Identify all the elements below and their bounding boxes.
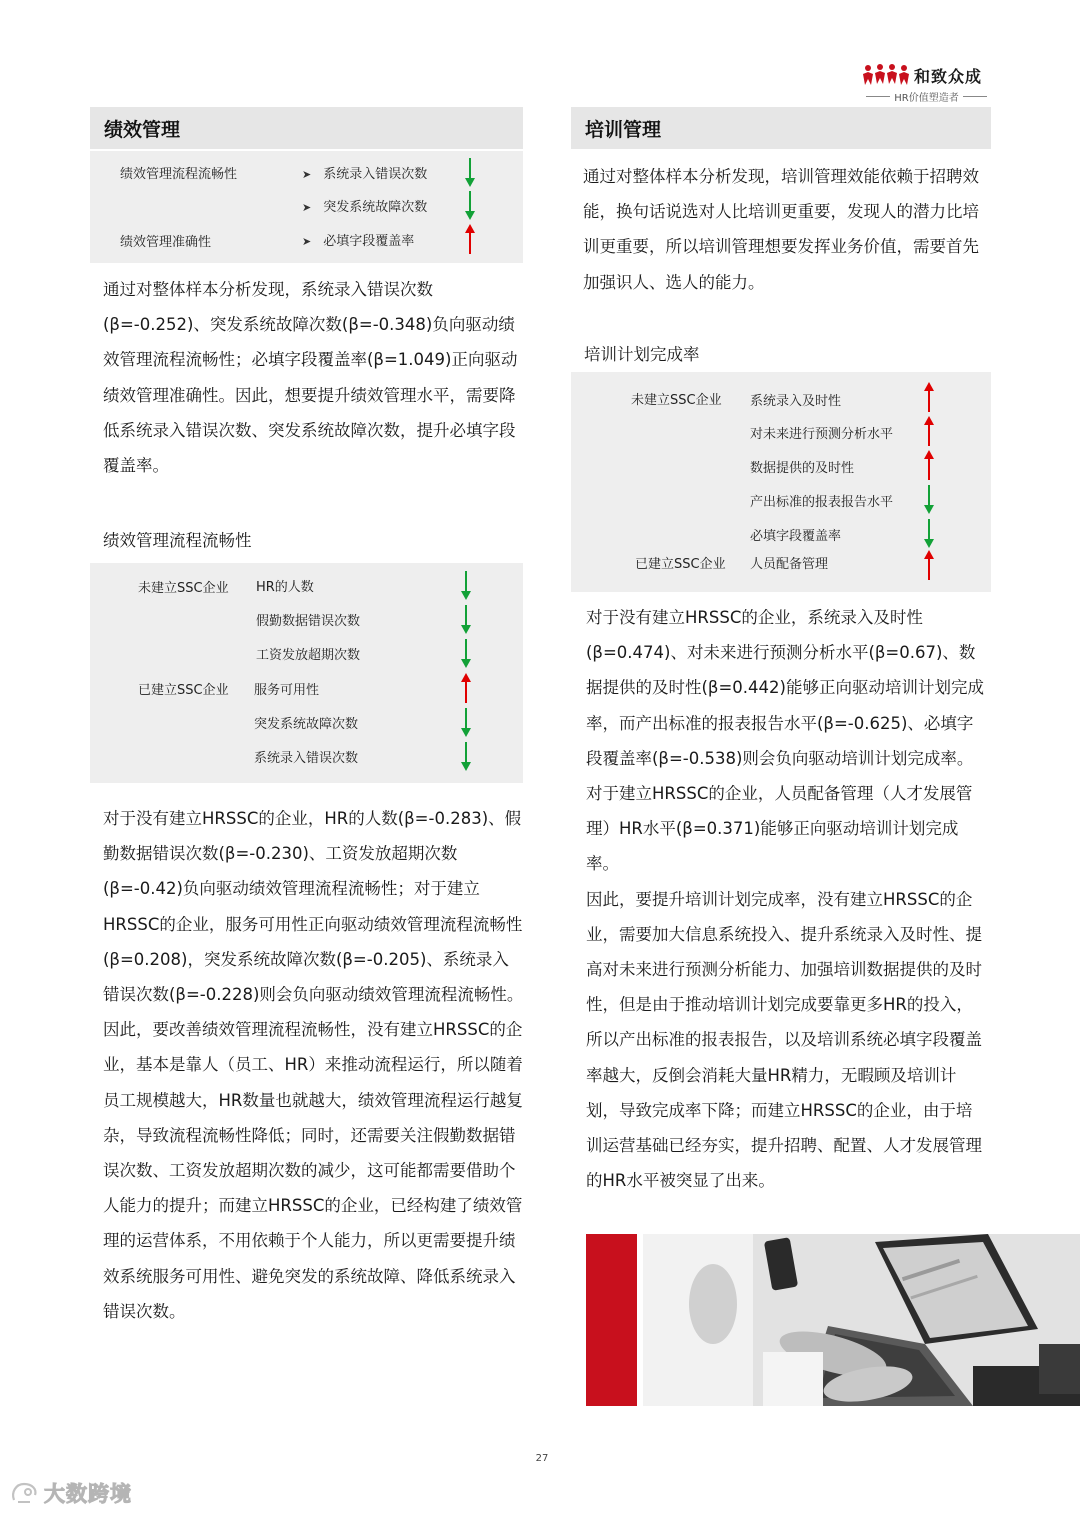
indicator-row	[571, 449, 991, 483]
indicator-item: 必填字段覆盖率	[750, 529, 842, 544]
indicator-group: 绩效管理流程流畅性	[120, 167, 238, 182]
down-arrow-icon	[460, 603, 472, 635]
indicator-item: 突发系统故障次数	[254, 717, 359, 732]
process-fluency-analysis-paragraph	[103, 801, 525, 1329]
page-number: 27	[535, 1453, 549, 1464]
watermark	[10, 1478, 132, 1508]
down-arrow-icon	[460, 569, 472, 601]
performance-analysis-paragraph	[103, 272, 523, 483]
indicator-row	[90, 601, 523, 635]
laptop-typing-illustration	[643, 1234, 1080, 1406]
indicator-group: 未建立SSC企业	[631, 393, 722, 408]
training-analysis-paragraph	[583, 159, 983, 300]
indicator-row	[90, 222, 523, 256]
indicator-group: 未建立SSC企业	[138, 581, 229, 596]
logo-name: 和致众成	[914, 67, 983, 86]
paragraph-text: 通过对整体样本分析发现，培训管理效能依赖于招聘效能，换句话说选对人比培训更重要，发现人的潜力比培训更重要，所以培训管理想要发挥业务价值，需要首先加强识人、选人的能力。	[583, 167, 979, 292]
performance-indicator-box	[90, 151, 523, 263]
indicator-row	[571, 381, 991, 415]
indicator-row	[90, 567, 523, 601]
subheading-process-fluency: 绩效管理流程流畅性	[103, 531, 252, 550]
up-arrow-icon	[923, 549, 935, 581]
down-arrow-icon	[464, 156, 476, 188]
indicator-item: 数据提供的及时性	[750, 461, 855, 476]
indicator-item: ➤ 突发系统故障次数	[302, 196, 427, 215]
logo-tagline-row	[866, 89, 987, 104]
process-fluency-indicator-box	[90, 563, 523, 783]
paragraph-text: 通过对整体样本分析发现，系统录入错误次数(β=-0.252)、突发系统故障次数(β=-0.348)负向驱动绩效管理流程流畅性；必填字段覆盖率(β=1.049)正向驱动绩效管理准确性。因此，想要提升绩效管理水平，需要降低系统录入错误次数、突发系统故障次数，提升必填字段覆盖率。	[103, 280, 518, 476]
indicator-item: ➤ 系统录入错误次数	[302, 163, 427, 182]
indicator-item: 人员配备管理	[750, 557, 829, 572]
up-arrow-icon	[460, 672, 472, 704]
indicator-item: 对未来进行预测分析水平	[750, 427, 894, 442]
indicator-row	[90, 670, 523, 704]
indicator-item: 系统录入错误次数	[254, 751, 359, 766]
up-arrow-icon	[923, 381, 935, 413]
indicator-item: HR的人数	[256, 580, 314, 595]
paragraph-text: 因此，要提升培训计划完成率，没有建立HRSSC的企业，需要加大信息系统投入、提升系统录入及时性、提高对未来进行预测分析能力、加强培训数据提供的及时性，但是由于推动培训计划完成要靠更多HR的投入，所以产出标准的报表报告，以及培训系统必填字段覆盖率越大，反倒会消耗大量HR精力，无暇顾及培训计划，导致完成率下降；而建立HRSSC的企业，由于培训运营基础已经夯实，提升招聘、配置、人才发展管理的HR水平被突显了出来。	[586, 889, 982, 1191]
section-title: 绩效管理	[104, 119, 181, 141]
training-completion-analysis-paragraph	[586, 600, 986, 1198]
company-logo	[862, 62, 987, 102]
logo-tagline: HR价值塑造者	[894, 93, 959, 104]
up-arrow-icon	[464, 223, 476, 255]
down-arrow-icon	[460, 706, 472, 738]
paragraph-text: 因此，要改善绩效管理流程流畅性，没有建立HRSSC的企业，基本是靠人（员工、HR）来推动流程运行，所以随着员工规模越大，HR数量也就越大，绩效管理流程运行越复杂，导致流程流畅性降低；同时，还需要关注假勤数据错误次数、工资发放超期次数的减少，这可能都需要借助个人能力的提升；而建立HRSSC的企业，已经构建了绩效管理的运营体系，不用依赖于个人能力，所以更需要提升绩效系统服务可用性、避免突发的系统故障、降低系统录入错误次数。	[103, 1020, 523, 1321]
paragraph-text: 对于没有建立HRSSC的企业，HR的人数(β=-0.283)、假勤数据错误次数(β=-0.230)、工资发放超期次数(β=-0.42)负向驱动绩效管理流程流畅性；对于建立HRSSC的企业，服务可用性正向驱动绩效管理流程流畅性(β=0.208)，突发系统故障次数(β=-0.205)、系统录入错误次数(β=-0.228)则会负向驱动绩效管理流程流畅性。	[103, 809, 524, 1005]
indicator-item: 假勤数据错误次数	[256, 614, 361, 629]
indicator-item: 工资发放超期次数	[256, 648, 361, 663]
section-header-performance	[90, 107, 523, 149]
indicator-item: ➤ 必填字段覆盖率	[302, 230, 414, 249]
indicator-row	[571, 545, 991, 579]
down-arrow-icon	[460, 740, 472, 772]
training-indicator-box	[571, 372, 991, 592]
down-arrow-icon	[923, 483, 935, 515]
indicator-item: 服务可用性	[254, 683, 320, 698]
indicator-row	[90, 704, 523, 738]
up-arrow-icon	[923, 415, 935, 447]
up-arrow-icon	[923, 449, 935, 481]
indicator-group: 已建立SSC企业	[635, 557, 726, 572]
indicator-row	[90, 738, 523, 772]
indicator-row	[90, 188, 523, 222]
section-header-training	[571, 107, 991, 149]
indicator-row	[571, 415, 991, 449]
indicator-row	[571, 483, 991, 517]
section-title: 培训管理	[585, 119, 662, 141]
indicator-group: 已建立SSC企业	[138, 683, 229, 698]
paragraph-text: 对于没有建立HRSSC的企业，系统录入及时性(β=0.474)、对未来进行预测分析水平(β=0.67)、数据提供的及时性(β=0.442)能够正向驱动培训计划完成率，而产出标准的报表报告水平(β=-0.625)、必填字段覆盖率(β=-0.538)则会负向驱动培训计划完成率。对于建立HRSSC的企业，人员配备管理（人才发展管理）HR水平(β=0.371)能够正向驱动培训计划完成率。	[586, 608, 984, 874]
indicator-group: 绩效管理准确性	[120, 235, 212, 250]
down-arrow-icon	[464, 189, 476, 221]
decorative-red-bar	[586, 1234, 637, 1406]
subheading-training-completion: 培训计划完成率	[584, 345, 700, 364]
people-logo-icon	[862, 64, 910, 86]
down-arrow-icon	[460, 637, 472, 669]
watermark-text: 大数跨境	[44, 1482, 132, 1506]
indicator-item: 产出标准的报表报告水平	[750, 495, 894, 510]
watermark-logo-icon	[10, 1480, 40, 1506]
indicator-row	[90, 154, 523, 188]
indicator-row	[90, 635, 523, 669]
laptop-photo	[643, 1234, 1080, 1406]
indicator-item: 系统录入及时性	[750, 394, 842, 409]
